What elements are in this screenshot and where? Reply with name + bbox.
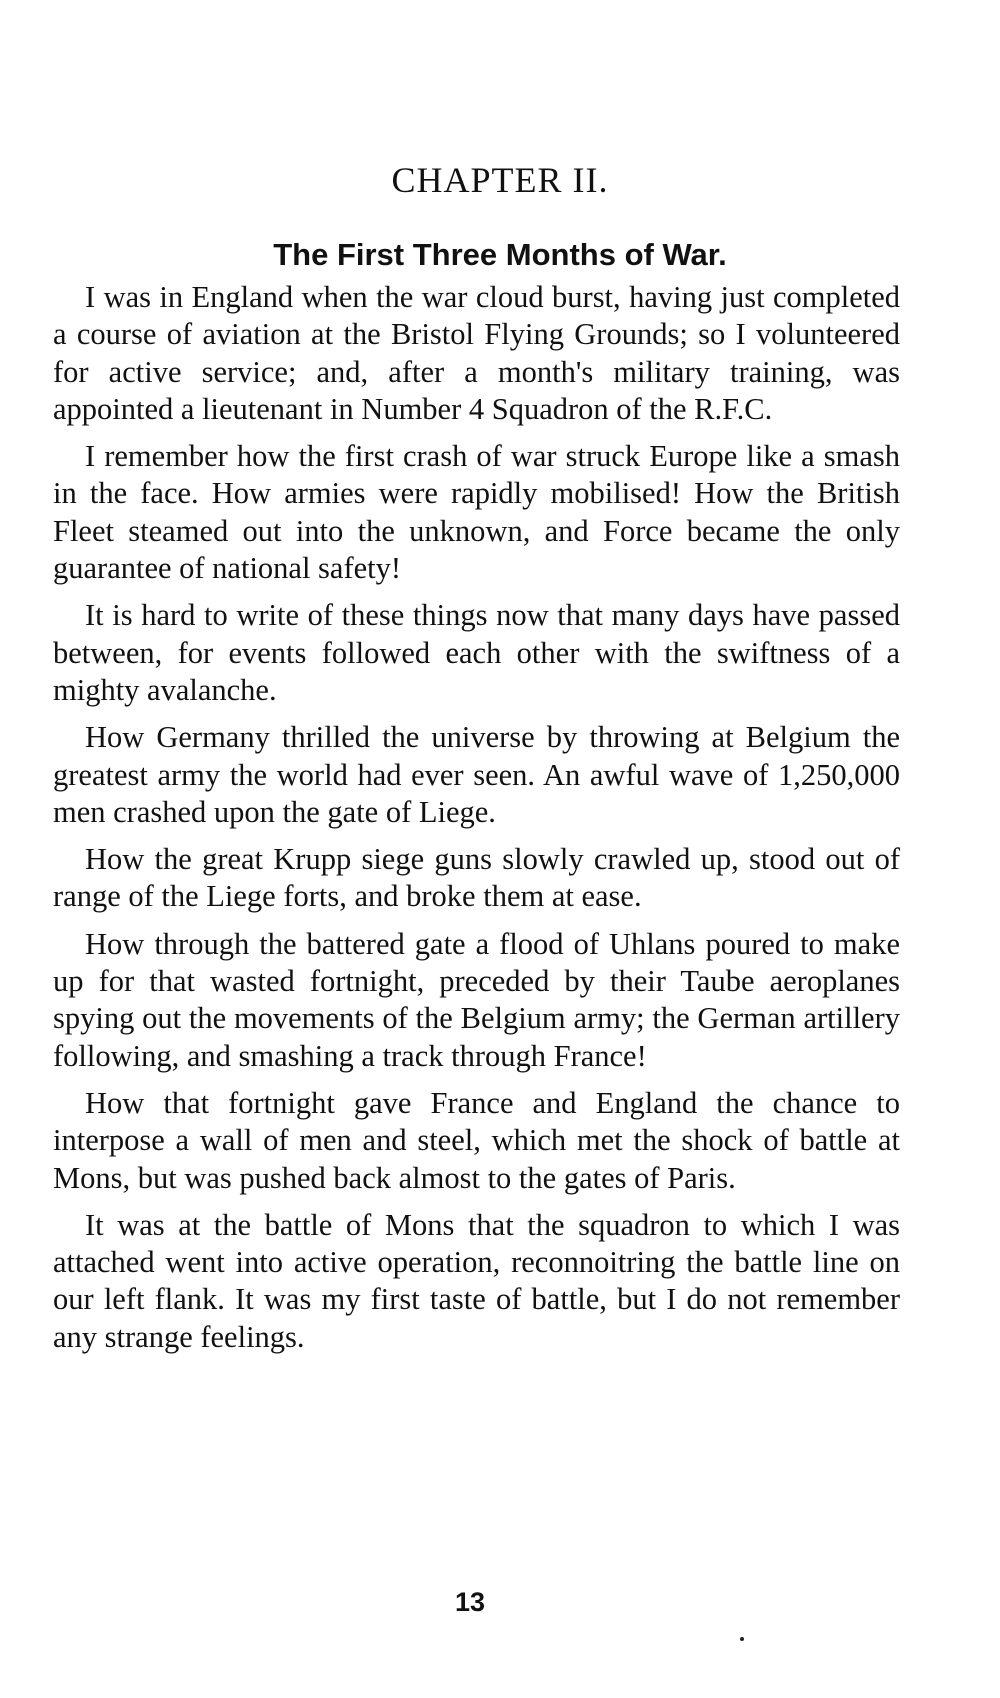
paragraph-2: I remember how the first crash of war struck Europe like a smash in the face. How armies were rapidly mobilised! How the British Fleet steamed out into the unknown, and Force became the only guarantee of national safety!: [53, 439, 900, 586]
paragraph-8: It was at the battle of Mons that the squadron to which I was attached went into active operation, reconnoitring the battle line on our left flank. It was my first taste of battle, but I do not remember any strange feelings.: [53, 1207, 900, 1354]
paragraph-3: It is hard to write of these things now that many days have passed between, for events followed each other with the swiftness of a mighty avalanche.: [53, 598, 900, 707]
paragraph-6: How through the battered gate a flood of Uhlans poured to make up for that wasted fortnight, preceded by their Taube aeroplanes spying out the movements of the Belgium army; the German artillery following, and smashing a track through France!: [53, 926, 900, 1073]
paragraph-1: I was in England when the war cloud burst, having just completed a course of aviation at the Bristol Flying Grounds; so I volunteered for active service; and, after a month's military training, was appointed a lieutenant in Number 4 Squadron of the R.F.C.: [53, 280, 900, 426]
paragraph-7: How that fortnight gave France and England the chance to interpose a wall of men and steel, which met the shock of battle at Mons, but was pushed back almost to the gates of Paris.: [53, 1085, 900, 1195]
paragraph-4: How Germany thrilled the universe by throwing at Belgium the greatest army the world had ever seen. An awful wave of 1,250,000 men crashed upon the gate of Liege.: [53, 720, 900, 829]
ink-speck: [740, 1637, 744, 1641]
paragraph-5: How the great Krupp siege guns slowly crawled up, stood out of range of the Liege forts, and broke them at ease.: [53, 842, 900, 914]
page-number: 13: [454, 1587, 486, 1617]
body-text: [53, 279, 900, 1366]
chapter-title: The First Three Months of War.: [273, 237, 727, 272]
chapter-heading: CHAPTER II.: [391, 160, 609, 200]
